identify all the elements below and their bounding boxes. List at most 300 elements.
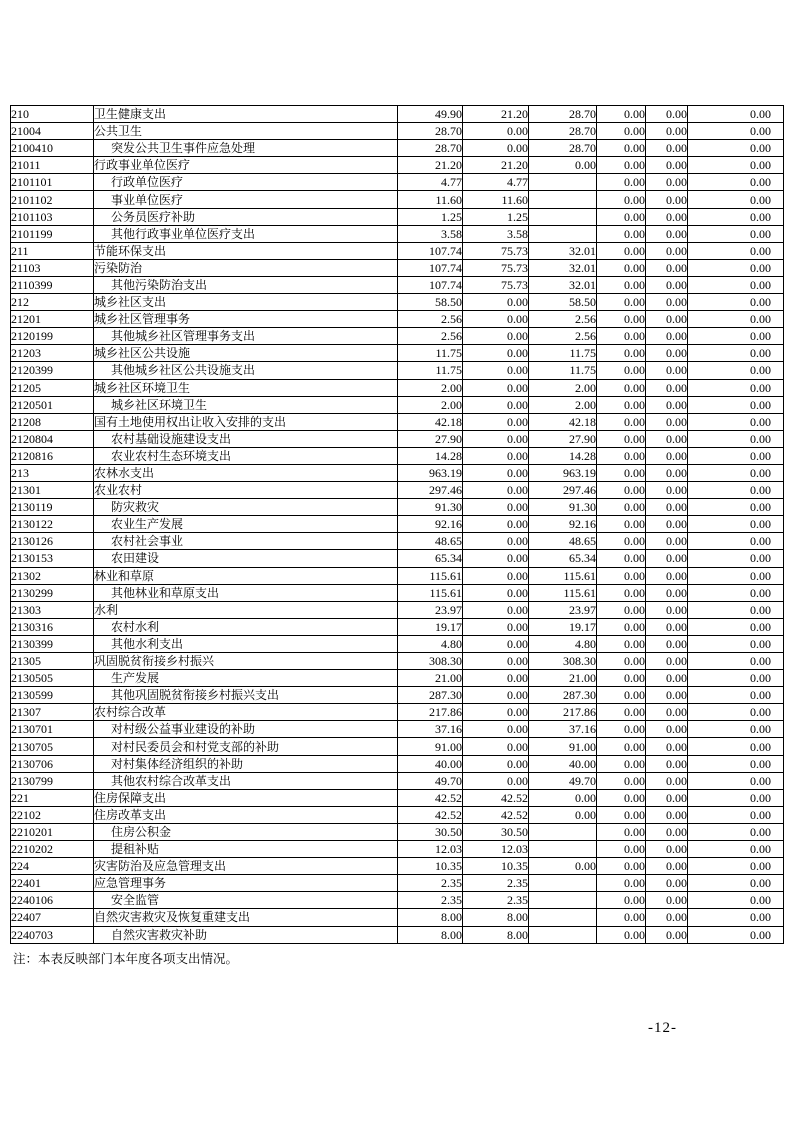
cell-value: 42.52 xyxy=(463,789,529,806)
table-row xyxy=(11,738,784,755)
row-name: 其他污染防治支出 xyxy=(94,276,398,293)
cell-value: 0.00 xyxy=(646,482,688,499)
table-row xyxy=(11,584,784,601)
cell-value xyxy=(529,892,597,909)
cell-value: 0.00 xyxy=(463,755,529,772)
cell-value: 0.00 xyxy=(646,396,688,413)
cell-value: 0.00 xyxy=(597,704,646,721)
cell-value: 0.00 xyxy=(688,447,784,464)
cell-value: 0.00 xyxy=(646,225,688,242)
cell-value: 0.00 xyxy=(463,123,529,140)
cell-value: 0.00 xyxy=(688,704,784,721)
cell-value: 0.00 xyxy=(646,687,688,704)
table-row xyxy=(11,618,784,635)
cell-value: 0.00 xyxy=(597,328,646,345)
cell-value: 0.00 xyxy=(688,721,784,738)
cell-value: 19.17 xyxy=(529,618,597,635)
row-code: 2130505 xyxy=(11,670,94,687)
cell-value: 2.35 xyxy=(398,875,463,892)
table-row xyxy=(11,225,784,242)
cell-value: 0.00 xyxy=(529,157,597,174)
table-row xyxy=(11,413,784,430)
cell-value: 32.01 xyxy=(529,259,597,276)
row-name: 住房改革支出 xyxy=(94,806,398,823)
row-name: 城乡社区环境卫生 xyxy=(94,379,398,396)
cell-value: 0.00 xyxy=(646,567,688,584)
cell-value: 115.61 xyxy=(398,567,463,584)
cell-value: 42.52 xyxy=(398,789,463,806)
row-name: 突发公共卫生事件应急处理 xyxy=(94,140,398,157)
cell-value: 91.30 xyxy=(398,499,463,516)
table-row xyxy=(11,106,784,123)
row-code: 21208 xyxy=(11,413,94,430)
row-code: 2101199 xyxy=(11,225,94,242)
cell-value: 0.00 xyxy=(597,516,646,533)
row-name: 巩固脱贫衔接乡村振兴 xyxy=(94,653,398,670)
row-code: 21004 xyxy=(11,123,94,140)
cell-value: 40.00 xyxy=(529,755,597,772)
cell-value: 91.00 xyxy=(529,738,597,755)
row-code: 21205 xyxy=(11,379,94,396)
cell-value: 0.00 xyxy=(688,772,784,789)
cell-value: 21.20 xyxy=(463,106,529,123)
cell-value: 2.56 xyxy=(398,311,463,328)
table-row xyxy=(11,926,784,943)
cell-value: 0.00 xyxy=(688,362,784,379)
row-name: 其他行政事业单位医疗支出 xyxy=(94,225,398,242)
cell-value: 0.00 xyxy=(597,430,646,447)
cell-value: 0.00 xyxy=(688,550,784,567)
cell-value: 49.70 xyxy=(398,772,463,789)
cell-value: 0.00 xyxy=(463,516,529,533)
cell-value: 0.00 xyxy=(597,670,646,687)
cell-value: 8.00 xyxy=(463,926,529,943)
cell-value: 0.00 xyxy=(597,875,646,892)
cell-value: 0.00 xyxy=(646,738,688,755)
cell-value: 0.00 xyxy=(646,550,688,567)
cell-value: 0.00 xyxy=(688,892,784,909)
cell-value: 0.00 xyxy=(646,704,688,721)
cell-value: 0.00 xyxy=(463,464,529,481)
cell-value: 30.50 xyxy=(463,823,529,840)
row-code: 2130701 xyxy=(11,721,94,738)
cell-value: 0.00 xyxy=(597,892,646,909)
cell-value: 0.00 xyxy=(597,772,646,789)
cell-value: 0.00 xyxy=(597,208,646,225)
cell-value: 40.00 xyxy=(398,755,463,772)
cell-value: 0.00 xyxy=(646,311,688,328)
cell-value: 0.00 xyxy=(688,567,784,584)
cell-value: 11.75 xyxy=(398,362,463,379)
cell-value: 65.34 xyxy=(398,550,463,567)
cell-value: 0.00 xyxy=(463,362,529,379)
cell-value: 0.00 xyxy=(646,140,688,157)
row-name: 林业和草原 xyxy=(94,567,398,584)
cell-value: 2.35 xyxy=(463,892,529,909)
cell-value: 11.75 xyxy=(398,345,463,362)
cell-value: 32.01 xyxy=(529,242,597,259)
row-code: 22401 xyxy=(11,875,94,892)
cell-value: 58.50 xyxy=(398,294,463,311)
cell-value: 0.00 xyxy=(463,396,529,413)
cell-value: 0.00 xyxy=(688,345,784,362)
cell-value: 0.00 xyxy=(688,926,784,943)
cell-value: 0.00 xyxy=(688,242,784,259)
cell-value: 0.00 xyxy=(646,516,688,533)
row-code: 2130316 xyxy=(11,618,94,635)
cell-value: 23.97 xyxy=(398,601,463,618)
row-code: 2101103 xyxy=(11,208,94,225)
cell-value: 0.00 xyxy=(688,208,784,225)
cell-value: 0.00 xyxy=(688,413,784,430)
cell-value: 0.00 xyxy=(646,106,688,123)
cell-value: 0.00 xyxy=(688,601,784,618)
cell-value: 2.00 xyxy=(529,396,597,413)
row-name: 对村集体经济组织的补助 xyxy=(94,755,398,772)
row-name: 其他巩固脱贫衔接乡村振兴支出 xyxy=(94,687,398,704)
cell-value: 75.73 xyxy=(463,276,529,293)
row-name: 农村水利 xyxy=(94,618,398,635)
row-code: 2120199 xyxy=(11,328,94,345)
cell-value xyxy=(529,208,597,225)
row-code: 2130706 xyxy=(11,755,94,772)
table-body xyxy=(11,106,784,944)
cell-value: 0.00 xyxy=(688,311,784,328)
cell-value: 0.00 xyxy=(688,464,784,481)
cell-value: 28.70 xyxy=(529,140,597,157)
row-name: 自然灾害救灾补助 xyxy=(94,926,398,943)
table-row xyxy=(11,447,784,464)
cell-value: 0.00 xyxy=(597,379,646,396)
cell-value: 8.00 xyxy=(398,926,463,943)
table-row xyxy=(11,328,784,345)
table-row xyxy=(11,635,784,652)
cell-value: 0.00 xyxy=(597,653,646,670)
cell-value: 0.00 xyxy=(463,635,529,652)
cell-value: 0.00 xyxy=(463,311,529,328)
cell-value: 0.00 xyxy=(646,447,688,464)
row-name: 节能环保支出 xyxy=(94,242,398,259)
row-code: 221 xyxy=(11,789,94,806)
cell-value: 217.86 xyxy=(398,704,463,721)
cell-value: 0.00 xyxy=(597,191,646,208)
cell-value: 0.00 xyxy=(597,447,646,464)
table-row xyxy=(11,755,784,772)
row-name: 城乡社区环境卫生 xyxy=(94,396,398,413)
cell-value: 48.65 xyxy=(529,533,597,550)
cell-value xyxy=(529,823,597,840)
cell-value: 2.56 xyxy=(529,328,597,345)
row-code: 2130122 xyxy=(11,516,94,533)
table-row xyxy=(11,276,784,293)
cell-value: 42.18 xyxy=(398,413,463,430)
cell-value: 1.25 xyxy=(398,208,463,225)
cell-value: 21.20 xyxy=(463,157,529,174)
cell-value: 49.90 xyxy=(398,106,463,123)
cell-value: 0.00 xyxy=(597,225,646,242)
cell-value: 0.00 xyxy=(646,875,688,892)
cell-value: 0.00 xyxy=(597,157,646,174)
row-code: 21302 xyxy=(11,567,94,584)
cell-value: 0.00 xyxy=(597,618,646,635)
row-name: 安全监管 xyxy=(94,892,398,909)
row-name: 污染防治 xyxy=(94,259,398,276)
cell-value: 0.00 xyxy=(646,208,688,225)
row-code: 2120816 xyxy=(11,447,94,464)
row-code: 2130119 xyxy=(11,499,94,516)
cell-value: 0.00 xyxy=(646,276,688,293)
cell-value: 0.00 xyxy=(463,413,529,430)
table-row xyxy=(11,841,784,858)
cell-value: 0.00 xyxy=(463,721,529,738)
cell-value: 0.00 xyxy=(597,806,646,823)
row-name: 农业农村 xyxy=(94,482,398,499)
cell-value: 0.00 xyxy=(646,499,688,516)
cell-value: 0.00 xyxy=(463,345,529,362)
row-code: 21203 xyxy=(11,345,94,362)
cell-value: 21.00 xyxy=(398,670,463,687)
cell-value xyxy=(529,909,597,926)
cell-value: 0.00 xyxy=(646,294,688,311)
table-row xyxy=(11,892,784,909)
table-row xyxy=(11,721,784,738)
cell-value: 10.35 xyxy=(463,858,529,875)
cell-value: 115.61 xyxy=(529,567,597,584)
cell-value: 0.00 xyxy=(688,106,784,123)
cell-value: 0.00 xyxy=(646,362,688,379)
cell-value: 75.73 xyxy=(463,259,529,276)
row-name: 行政事业单位医疗 xyxy=(94,157,398,174)
cell-value: 11.60 xyxy=(463,191,529,208)
table-row xyxy=(11,806,784,823)
cell-value: 65.34 xyxy=(529,550,597,567)
cell-value: 0.00 xyxy=(688,789,784,806)
cell-value: 0.00 xyxy=(646,635,688,652)
cell-value: 4.77 xyxy=(463,174,529,191)
table-row xyxy=(11,259,784,276)
cell-value: 92.16 xyxy=(529,516,597,533)
cell-value: 0.00 xyxy=(688,806,784,823)
cell-value: 0.00 xyxy=(646,259,688,276)
row-code: 22102 xyxy=(11,806,94,823)
cell-value: 297.46 xyxy=(529,482,597,499)
cell-value: 107.74 xyxy=(398,259,463,276)
cell-value: 0.00 xyxy=(463,140,529,157)
cell-value: 0.00 xyxy=(597,106,646,123)
cell-value: 0.00 xyxy=(646,413,688,430)
cell-value: 2.35 xyxy=(463,875,529,892)
cell-value xyxy=(529,875,597,892)
row-code: 210 xyxy=(11,106,94,123)
cell-value: 115.61 xyxy=(529,584,597,601)
cell-value: 0.00 xyxy=(597,413,646,430)
cell-value: 0.00 xyxy=(646,858,688,875)
table-row xyxy=(11,823,784,840)
table-row xyxy=(11,670,784,687)
cell-value: 0.00 xyxy=(646,926,688,943)
row-name: 防灾救灾 xyxy=(94,499,398,516)
cell-value: 0.00 xyxy=(688,875,784,892)
row-name: 行政单位医疗 xyxy=(94,174,398,191)
cell-value: 0.00 xyxy=(463,601,529,618)
cell-value: 0.00 xyxy=(463,447,529,464)
table-row xyxy=(11,464,784,481)
row-name: 对村民委员会和村党支部的补助 xyxy=(94,738,398,755)
cell-value: 0.00 xyxy=(597,276,646,293)
cell-value: 0.00 xyxy=(688,430,784,447)
cell-value: 0.00 xyxy=(463,704,529,721)
cell-value: 0.00 xyxy=(597,755,646,772)
cell-value: 2.56 xyxy=(529,311,597,328)
row-name: 住房公积金 xyxy=(94,823,398,840)
cell-value: 0.00 xyxy=(529,858,597,875)
cell-value: 287.30 xyxy=(398,687,463,704)
cell-value: 0.00 xyxy=(688,294,784,311)
cell-value: 11.60 xyxy=(398,191,463,208)
cell-value: 23.97 xyxy=(529,601,597,618)
cell-value: 0.00 xyxy=(646,789,688,806)
row-name: 城乡社区管理事务 xyxy=(94,311,398,328)
row-name: 水利 xyxy=(94,601,398,618)
row-code: 2130599 xyxy=(11,687,94,704)
cell-value: 49.70 xyxy=(529,772,597,789)
cell-value: 0.00 xyxy=(597,738,646,755)
table-row xyxy=(11,208,784,225)
table-row xyxy=(11,294,784,311)
cell-value: 0.00 xyxy=(646,653,688,670)
cell-value: 0.00 xyxy=(646,618,688,635)
cell-value: 0.00 xyxy=(597,311,646,328)
cell-value: 0.00 xyxy=(597,123,646,140)
cell-value: 0.00 xyxy=(688,909,784,926)
cell-value: 0.00 xyxy=(646,464,688,481)
cell-value: 75.73 xyxy=(463,242,529,259)
cell-value: 0.00 xyxy=(646,601,688,618)
cell-value: 8.00 xyxy=(463,909,529,926)
cell-value: 115.61 xyxy=(398,584,463,601)
row-name: 农林水支出 xyxy=(94,464,398,481)
cell-value: 28.70 xyxy=(529,123,597,140)
table-row xyxy=(11,858,784,875)
cell-value: 12.03 xyxy=(463,841,529,858)
table-row xyxy=(11,499,784,516)
row-code: 21303 xyxy=(11,601,94,618)
row-code: 212 xyxy=(11,294,94,311)
cell-value: 0.00 xyxy=(597,926,646,943)
cell-value: 0.00 xyxy=(688,259,784,276)
row-code: 21103 xyxy=(11,259,94,276)
cell-value: 19.17 xyxy=(398,618,463,635)
row-name: 其他林业和草原支出 xyxy=(94,584,398,601)
cell-value: 0.00 xyxy=(688,670,784,687)
table-row xyxy=(11,653,784,670)
cell-value: 0.00 xyxy=(688,738,784,755)
row-name: 农业生产发展 xyxy=(94,516,398,533)
cell-value: 0.00 xyxy=(688,584,784,601)
cell-value: 0.00 xyxy=(597,687,646,704)
cell-value: 0.00 xyxy=(646,892,688,909)
row-name: 农村社会事业 xyxy=(94,533,398,550)
row-code: 21011 xyxy=(11,157,94,174)
cell-value: 42.52 xyxy=(463,806,529,823)
cell-value: 0.00 xyxy=(597,482,646,499)
row-name: 卫生健康支出 xyxy=(94,106,398,123)
cell-value: 2.00 xyxy=(398,379,463,396)
row-name: 农业农村生态环境支出 xyxy=(94,447,398,464)
cell-value: 0.00 xyxy=(646,430,688,447)
cell-value: 0.00 xyxy=(597,567,646,584)
row-code: 2210202 xyxy=(11,841,94,858)
table-row xyxy=(11,345,784,362)
cell-value: 0.00 xyxy=(646,242,688,259)
cell-value: 0.00 xyxy=(688,328,784,345)
row-name: 城乡社区公共设施 xyxy=(94,345,398,362)
cell-value: 8.00 xyxy=(398,909,463,926)
cell-value: 963.19 xyxy=(529,464,597,481)
cell-value: 0.00 xyxy=(688,396,784,413)
cell-value: 0.00 xyxy=(646,584,688,601)
cell-value: 0.00 xyxy=(646,123,688,140)
cell-value: 28.70 xyxy=(398,140,463,157)
cell-value: 0.00 xyxy=(646,772,688,789)
cell-value: 0.00 xyxy=(597,823,646,840)
cell-value: 0.00 xyxy=(597,584,646,601)
table-row xyxy=(11,687,784,704)
row-name: 农村基础设施建设支出 xyxy=(94,430,398,447)
cell-value: 0.00 xyxy=(646,345,688,362)
cell-value: 0.00 xyxy=(688,174,784,191)
cell-value: 0.00 xyxy=(646,191,688,208)
cell-value: 2.35 xyxy=(398,892,463,909)
cell-value: 0.00 xyxy=(463,482,529,499)
cell-value: 0.00 xyxy=(646,670,688,687)
cell-value: 0.00 xyxy=(597,345,646,362)
cell-value: 0.00 xyxy=(463,294,529,311)
table-row xyxy=(11,789,784,806)
row-name: 农村综合改革 xyxy=(94,704,398,721)
cell-value: 0.00 xyxy=(529,806,597,823)
cell-value: 0.00 xyxy=(688,225,784,242)
row-name: 其他水利支出 xyxy=(94,635,398,652)
table-row xyxy=(11,533,784,550)
row-name: 应急管理事务 xyxy=(94,875,398,892)
cell-value: 4.80 xyxy=(398,635,463,652)
cell-value xyxy=(529,841,597,858)
cell-value: 4.77 xyxy=(398,174,463,191)
cell-value: 0.00 xyxy=(463,567,529,584)
table-row xyxy=(11,140,784,157)
cell-value: 21.00 xyxy=(529,670,597,687)
cell-value: 0.00 xyxy=(646,806,688,823)
cell-value xyxy=(529,191,597,208)
cell-value: 42.18 xyxy=(529,413,597,430)
cell-value: 0.00 xyxy=(597,464,646,481)
cell-value: 10.35 xyxy=(398,858,463,875)
table-row xyxy=(11,909,784,926)
row-name: 其他城乡社区公共设施支出 xyxy=(94,362,398,379)
cell-value: 48.65 xyxy=(398,533,463,550)
cell-value: 3.58 xyxy=(463,225,529,242)
cell-value: 287.30 xyxy=(529,687,597,704)
table-row xyxy=(11,191,784,208)
cell-value: 963.19 xyxy=(398,464,463,481)
row-code: 21307 xyxy=(11,704,94,721)
row-code: 2130299 xyxy=(11,584,94,601)
row-code: 2130799 xyxy=(11,772,94,789)
cell-value: 0.00 xyxy=(529,789,597,806)
cell-value: 0.00 xyxy=(646,157,688,174)
table-row xyxy=(11,516,784,533)
